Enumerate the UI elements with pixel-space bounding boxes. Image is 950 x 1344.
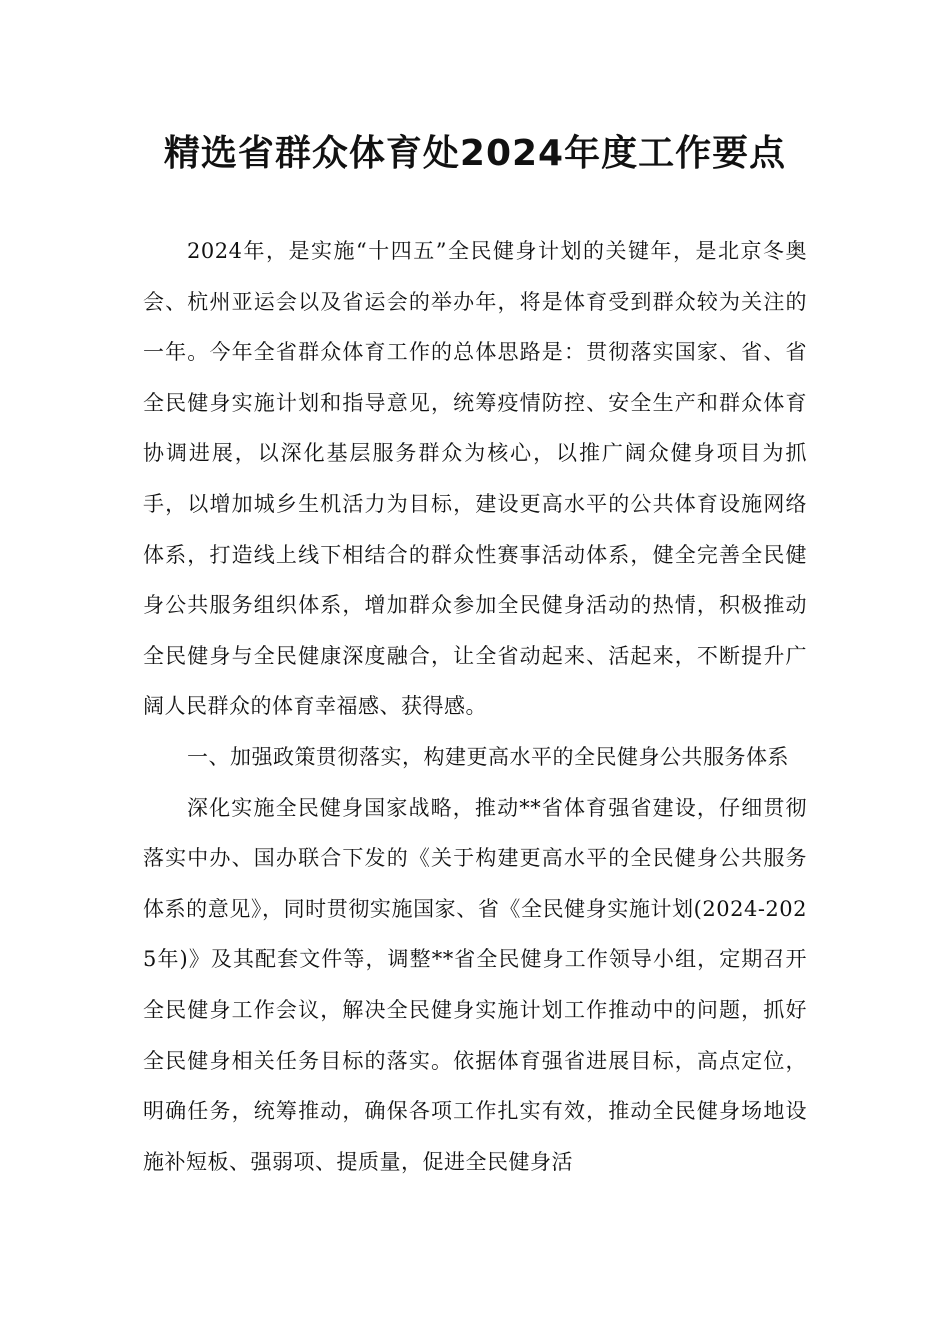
document-title: 精选省群众体育处2024年度工作要点 (163, 133, 787, 174)
section-heading-1: 一、加强政策贯彻落实，构建更高水平的全民健身公共服务体系 (187, 744, 789, 769)
section-1-paragraph: 深化实施全民健身国家战略，推动**省体育强省建设，仔细贯彻落实中办、国办联合下发的《关于构建更高水平的全民健身公共服务体系的意见》，同时贯彻实施国家、省《全民健身实施计划(2024-2025年)》及其配套文件等，调整**省全民健身工作领导小组，定期召开全民健身工作会议，解决全民健身实施计划工作推动中的问题，抓好全民健身相关任务目标的落实。依据体育强省进展目标，高点定位，明确任务，统筹推动，确保各项工作扎实有效，推动全民健身场地设施补短板、强弱项、提质量，促进全民健身活 (143, 795, 807, 1174)
intro-paragraph: 2024年，是实施“十四五”全民健身计划的关键年，是北京冬奥会、杭州亚运会以及省运会的举办年，将是体育受到群众较为关注的一年。今年全省群众体育工作的总体思路是：贯彻落实国家、省、省全民健身实施计划和指导意见，统筹疫情防控、安全生产和群众体育协调进展，以深化基层服务群众为核心，以推广阔众健身项目为抓手，以增加城乡生机活力为目标，建设更高水平的公共体育设施网络体系，打造线上线下相结合的群众性赛事活动体系，健全完善全民健身公共服务组织体系，增加群众参加全民健身活动的热情，积极推动全民健身与全民健康深度融合，让全省动起来、活起来，不断提升广阔人民群众的体育幸福感、获得感。 (143, 239, 807, 719)
document-body (143, 226, 807, 1187)
